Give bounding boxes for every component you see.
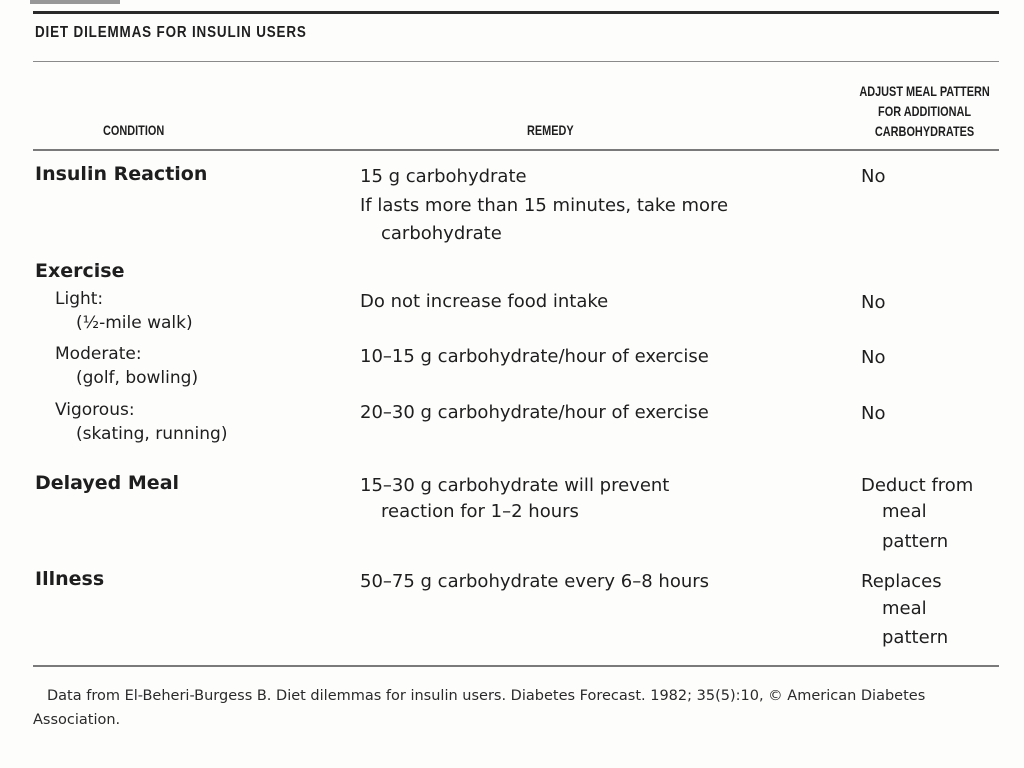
- remedy-insulin-reaction-3: carbohydrate: [381, 223, 502, 244]
- remedy-insulin-reaction-2: If lasts more than 15 minutes, take more: [360, 195, 729, 216]
- header-adjust: [849, 81, 999, 141]
- source-note: Data from El-Beheri-Burgess B. Diet dilemmas for insulin users. Diabetes Forecast. 1982; 35(5):10, © American Diabetes Association.: [33, 688, 926, 728]
- adjust-insulin-reaction: No: [861, 166, 886, 187]
- remedy-exercise-vigorous: 20–30 g carbohydrate/hour of exercise: [360, 402, 709, 423]
- adjust-delayed-meal-3: pattern: [882, 531, 949, 552]
- condition-delayed-meal: Delayed Meal: [35, 472, 180, 494]
- header-remedy: REMEDY: [527, 122, 574, 138]
- adjust-delayed-meal-2: meal: [882, 501, 927, 522]
- header-adjust-line-3: CARBOHYDRATES: [874, 123, 975, 139]
- exercise-vigorous-detail: (skating, running): [76, 424, 228, 444]
- exercise-light-detail: (½-mile walk): [76, 313, 193, 333]
- bottom-rule: [33, 665, 999, 667]
- adjust-illness-2: meal: [882, 598, 927, 619]
- remedy-illness: 50–75 g carbohydrate every 6–8 hours: [360, 571, 710, 592]
- condition-insulin-reaction: Insulin Reaction: [35, 163, 208, 185]
- remedy-exercise-moderate: 10–15 g carbohydrate/hour of exercise: [360, 346, 709, 367]
- remedy-delayed-meal-1: 15–30 g carbohydrate will prevent: [360, 475, 670, 496]
- header-adjust-line-2: FOR ADDITIONAL: [878, 103, 972, 119]
- header-rule: [33, 149, 999, 151]
- condition-exercise: Exercise: [35, 260, 125, 282]
- condition-illness: Illness: [35, 568, 105, 590]
- adjust-exercise-light: No: [861, 292, 886, 313]
- exercise-light-label: Light:: [55, 289, 104, 309]
- remedy-exercise-light: Do not increase food intake: [360, 291, 609, 312]
- exercise-vigorous-label: Vigorous:: [55, 400, 135, 420]
- table-title: DIET DILEMMAS FOR INSULIN USERS: [35, 24, 307, 41]
- page-edge-mark: [30, 0, 120, 4]
- header-adjust-line-1: ADJUST MEAL PATTERN: [859, 83, 990, 99]
- header-condition: CONDITION: [103, 122, 165, 138]
- adjust-illness-3: pattern: [882, 627, 949, 648]
- title-rule: [33, 61, 999, 62]
- top-rule: [33, 11, 999, 14]
- remedy-insulin-reaction-1: 15 g carbohydrate: [360, 166, 527, 187]
- exercise-moderate-label: Moderate:: [55, 344, 142, 364]
- adjust-exercise-moderate: No: [861, 347, 886, 368]
- exercise-moderate-detail: (golf, bowling): [76, 368, 199, 388]
- remedy-delayed-meal-2: reaction for 1–2 hours: [381, 501, 579, 522]
- adjust-delayed-meal-1: Deduct from: [861, 475, 974, 496]
- adjust-exercise-vigorous: No: [861, 403, 886, 424]
- adjust-illness-1: Replaces: [861, 571, 942, 592]
